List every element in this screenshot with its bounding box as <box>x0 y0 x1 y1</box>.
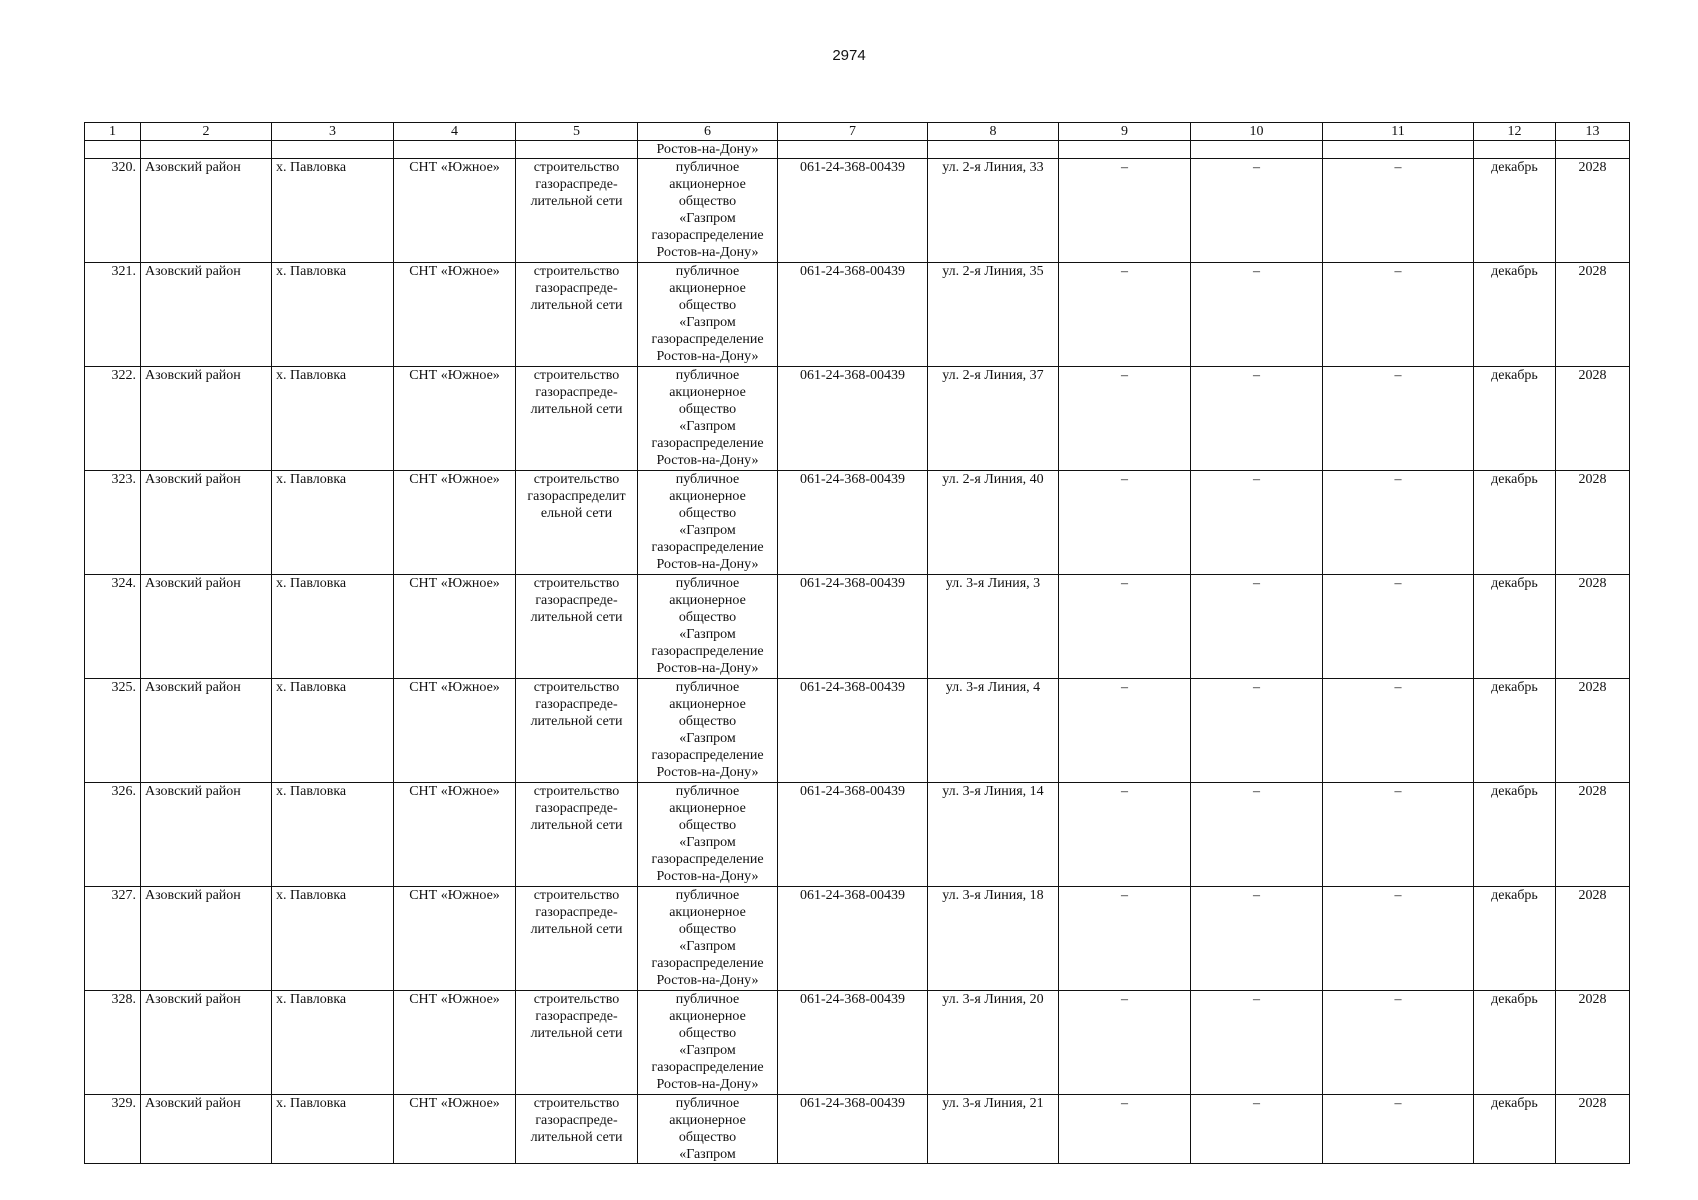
table-cell-organization: публичное акционерное общество «Газпром газораспределение Ростов-на-Дону» <box>638 471 778 575</box>
table-cell-work: строительство газораспреде- лительной сети <box>516 263 638 367</box>
table-cell-col11: – <box>1323 263 1474 367</box>
table-cell-col9: – <box>1059 471 1191 575</box>
table-cell-number: 323. <box>85 471 141 575</box>
table-cell-code: 061-24-368-00439 <box>778 679 928 783</box>
table-cell-district: Азовский район <box>141 367 272 471</box>
header-cell: 2 <box>141 123 272 141</box>
table-cell-organization: публичное акционерное общество «Газпром газораспределение Ростов-на-Дону» <box>638 991 778 1095</box>
table-cell-locality: х. Павловка <box>272 991 394 1095</box>
table-cell-address: ул. 2-я Линия, 35 <box>928 263 1059 367</box>
table-cell-year: 2028 <box>1556 1095 1630 1164</box>
table-cell-work: строительство газораспреде- лительной сети <box>516 575 638 679</box>
table-cell-number: 325. <box>85 679 141 783</box>
table-cell-district: Азовский район <box>141 159 272 263</box>
table-cell-object: СНТ «Южное» <box>394 679 516 783</box>
table-cell-month: декабрь <box>1474 1095 1556 1164</box>
table-cell-object: СНТ «Южное» <box>394 367 516 471</box>
table-cell <box>141 141 272 159</box>
register-table <box>84 122 1630 1164</box>
table-cell-col9: – <box>1059 1095 1191 1164</box>
table-cell <box>1059 141 1191 159</box>
table-cell-col10: – <box>1191 471 1323 575</box>
table-cell-col9: – <box>1059 991 1191 1095</box>
table-cell <box>272 141 394 159</box>
table-cell-organization: публичное акционерное общество «Газпром газораспределение Ростов-на-Дону» <box>638 263 778 367</box>
table-cell-work: строительство газораспреде- лительной сети <box>516 783 638 887</box>
table-cell-month: декабрь <box>1474 679 1556 783</box>
table-row <box>85 991 1630 1095</box>
table-cell-district: Азовский район <box>141 575 272 679</box>
header-cell: 13 <box>1556 123 1630 141</box>
table-cell-number: 320. <box>85 159 141 263</box>
table-cell-col10: – <box>1191 679 1323 783</box>
table-cell-code: 061-24-368-00439 <box>778 887 928 991</box>
table-cell-col10: – <box>1191 263 1323 367</box>
table-cell-number: 328. <box>85 991 141 1095</box>
table-cell-year: 2028 <box>1556 367 1630 471</box>
table-cell-col10: – <box>1191 159 1323 263</box>
table-cell <box>1474 141 1556 159</box>
table-cell-work: строительство газораспреде- лительной сети <box>516 367 638 471</box>
table-cell-code: 061-24-368-00439 <box>778 575 928 679</box>
table-cell-col10: – <box>1191 783 1323 887</box>
table-row <box>85 471 1630 575</box>
table-cell-code: 061-24-368-00439 <box>778 263 928 367</box>
table-cell-col11: – <box>1323 679 1474 783</box>
table-row <box>85 783 1630 887</box>
table-cell-code: 061-24-368-00439 <box>778 783 928 887</box>
table-cell-code: 061-24-368-00439 <box>778 471 928 575</box>
table-cell-number: 321. <box>85 263 141 367</box>
table-cell-code: 061-24-368-00439 <box>778 1095 928 1164</box>
table-cell-col9: – <box>1059 367 1191 471</box>
table-cell-col9: – <box>1059 263 1191 367</box>
table-cell-col9: – <box>1059 783 1191 887</box>
table-cell-object: СНТ «Южное» <box>394 471 516 575</box>
table-cell-year: 2028 <box>1556 471 1630 575</box>
table-cell-object: СНТ «Южное» <box>394 159 516 263</box>
table-cell-locality: х. Павловка <box>272 159 394 263</box>
table-cell <box>85 141 141 159</box>
table-cell-locality: х. Павловка <box>272 1095 394 1164</box>
table-cell-locality: х. Павловка <box>272 263 394 367</box>
table-cell-work: строительство газораспреде- лительной сети <box>516 991 638 1095</box>
table-cell-year: 2028 <box>1556 575 1630 679</box>
table-cell-number: 322. <box>85 367 141 471</box>
table-cell-col9: – <box>1059 679 1191 783</box>
table-cell-district: Азовский район <box>141 1095 272 1164</box>
table-cell-organization: публичное акционерное общество «Газпром газораспределение Ростов-на-Дону» <box>638 783 778 887</box>
table-cell <box>778 141 928 159</box>
header-cell: 4 <box>394 123 516 141</box>
table-cell-number: 324. <box>85 575 141 679</box>
table-cell-address: ул. 3-я Линия, 4 <box>928 679 1059 783</box>
table-cell-address: ул. 3-я Линия, 14 <box>928 783 1059 887</box>
table-cell-object: СНТ «Южное» <box>394 887 516 991</box>
table-cell-object: СНТ «Южное» <box>394 263 516 367</box>
table-cell <box>1556 141 1630 159</box>
header-row <box>85 123 1630 141</box>
table-cell-year: 2028 <box>1556 159 1630 263</box>
table-cell-col11: – <box>1323 471 1474 575</box>
table-cell <box>394 141 516 159</box>
table-cell-object: СНТ «Южное» <box>394 991 516 1095</box>
table-row <box>85 887 1630 991</box>
table-cell-address: ул. 2-я Линия, 37 <box>928 367 1059 471</box>
table-cell-month: декабрь <box>1474 471 1556 575</box>
table-cell-work: строительство газораспреде- лительной сети <box>516 1095 638 1164</box>
table-cell-locality: х. Павловка <box>272 367 394 471</box>
table-cell-work: строительство газораспределит ельной сети <box>516 471 638 575</box>
table-cell-locality: х. Павловка <box>272 887 394 991</box>
table-cell-object: СНТ «Южное» <box>394 783 516 887</box>
table-cell-address: ул. 3-я Линия, 18 <box>928 887 1059 991</box>
table-row <box>85 1095 1630 1164</box>
table-cell-district: Азовский район <box>141 991 272 1095</box>
table-cell-organization: Ростов-на-Дону» <box>638 141 778 159</box>
table-cell-organization: публичное акционерное общество «Газпром газораспределение Ростов-на-Дону» <box>638 575 778 679</box>
table-cell-organization: публичное акционерное общество «Газпром газораспределение Ростов-на-Дону» <box>638 887 778 991</box>
table-cell-col11: – <box>1323 159 1474 263</box>
header-cell: 6 <box>638 123 778 141</box>
table-cell-col10: – <box>1191 1095 1323 1164</box>
table-cell-col11: – <box>1323 991 1474 1095</box>
table-cell-year: 2028 <box>1556 679 1630 783</box>
table-row <box>85 575 1630 679</box>
header-cell: 12 <box>1474 123 1556 141</box>
table-cell-district: Азовский район <box>141 679 272 783</box>
table-cell-organization: публичное акционерное общество «Газпром газораспределение Ростов-на-Дону» <box>638 367 778 471</box>
table-cell-number: 326. <box>85 783 141 887</box>
table-cell <box>516 141 638 159</box>
table-cell-organization: публичное акционерное общество «Газпром <box>638 1095 778 1164</box>
table-cell-district: Азовский район <box>141 887 272 991</box>
table-cell-number: 329. <box>85 1095 141 1164</box>
header-cell: 7 <box>778 123 928 141</box>
table-cell-number: 327. <box>85 887 141 991</box>
table-cell-object: СНТ «Южное» <box>394 575 516 679</box>
table-cell <box>1323 141 1474 159</box>
table-cell-col9: – <box>1059 887 1191 991</box>
table-cell-work: строительство газораспреде- лительной сети <box>516 159 638 263</box>
table-cell-code: 061-24-368-00439 <box>778 159 928 263</box>
table-row <box>85 367 1630 471</box>
header-cell: 5 <box>516 123 638 141</box>
table-cell-address: ул. 2-я Линия, 33 <box>928 159 1059 263</box>
table-cell-col10: – <box>1191 367 1323 471</box>
table-cell-col9: – <box>1059 575 1191 679</box>
table-cell-district: Азовский район <box>141 783 272 887</box>
table-cell-col11: – <box>1323 367 1474 471</box>
table-cell-month: декабрь <box>1474 783 1556 887</box>
table-cell-month: декабрь <box>1474 991 1556 1095</box>
table-cell-locality: х. Павловка <box>272 783 394 887</box>
table-cell-col10: – <box>1191 575 1323 679</box>
table-cell-work: строительство газораспреде- лительной сети <box>516 679 638 783</box>
header-cell: 10 <box>1191 123 1323 141</box>
table-cell-col11: – <box>1323 887 1474 991</box>
header-cell: 9 <box>1059 123 1191 141</box>
table-cell-col11: – <box>1323 1095 1474 1164</box>
table-cell-code: 061-24-368-00439 <box>778 991 928 1095</box>
table-cell-locality: х. Павловка <box>272 679 394 783</box>
table-cell-locality: х. Павловка <box>272 575 394 679</box>
table-cell-district: Азовский район <box>141 263 272 367</box>
table-cell-month: декабрь <box>1474 159 1556 263</box>
table-cell-organization: публичное акционерное общество «Газпром газораспределение Ростов-на-Дону» <box>638 159 778 263</box>
table-cell-month: декабрь <box>1474 263 1556 367</box>
table-cell-year: 2028 <box>1556 263 1630 367</box>
table-cell-col10: – <box>1191 887 1323 991</box>
table-cell-code: 061-24-368-00439 <box>778 367 928 471</box>
table-cell-district: Азовский район <box>141 471 272 575</box>
table-cell-address: ул. 3-я Линия, 20 <box>928 991 1059 1095</box>
table-cell-address: ул. 3-я Линия, 3 <box>928 575 1059 679</box>
continuation-row <box>85 141 1630 159</box>
table-cell-month: декабрь <box>1474 575 1556 679</box>
table-cell-col9: – <box>1059 159 1191 263</box>
table-cell <box>928 141 1059 159</box>
table-row <box>85 263 1630 367</box>
header-cell: 1 <box>85 123 141 141</box>
table-cell-locality: х. Павловка <box>272 471 394 575</box>
table-row <box>85 159 1630 263</box>
page-number: 2974 <box>832 47 866 64</box>
header-cell: 8 <box>928 123 1059 141</box>
table-cell-work: строительство газораспреде- лительной сети <box>516 887 638 991</box>
table-cell-month: декабрь <box>1474 887 1556 991</box>
table-cell-year: 2028 <box>1556 783 1630 887</box>
table-cell-address: ул. 2-я Линия, 40 <box>928 471 1059 575</box>
table-cell-col11: – <box>1323 575 1474 679</box>
table-cell-col10: – <box>1191 991 1323 1095</box>
table-row <box>85 679 1630 783</box>
table-cell-col11: – <box>1323 783 1474 887</box>
header-cell: 3 <box>272 123 394 141</box>
table-cell-organization: публичное акционерное общество «Газпром газораспределение Ростов-на-Дону» <box>638 679 778 783</box>
table-cell-month: декабрь <box>1474 367 1556 471</box>
table-cell-address: ул. 3-я Линия, 21 <box>928 1095 1059 1164</box>
table-cell <box>1191 141 1323 159</box>
header-cell: 11 <box>1323 123 1474 141</box>
table-cell-year: 2028 <box>1556 991 1630 1095</box>
table-cell-year: 2028 <box>1556 887 1630 991</box>
table-cell-object: СНТ «Южное» <box>394 1095 516 1164</box>
